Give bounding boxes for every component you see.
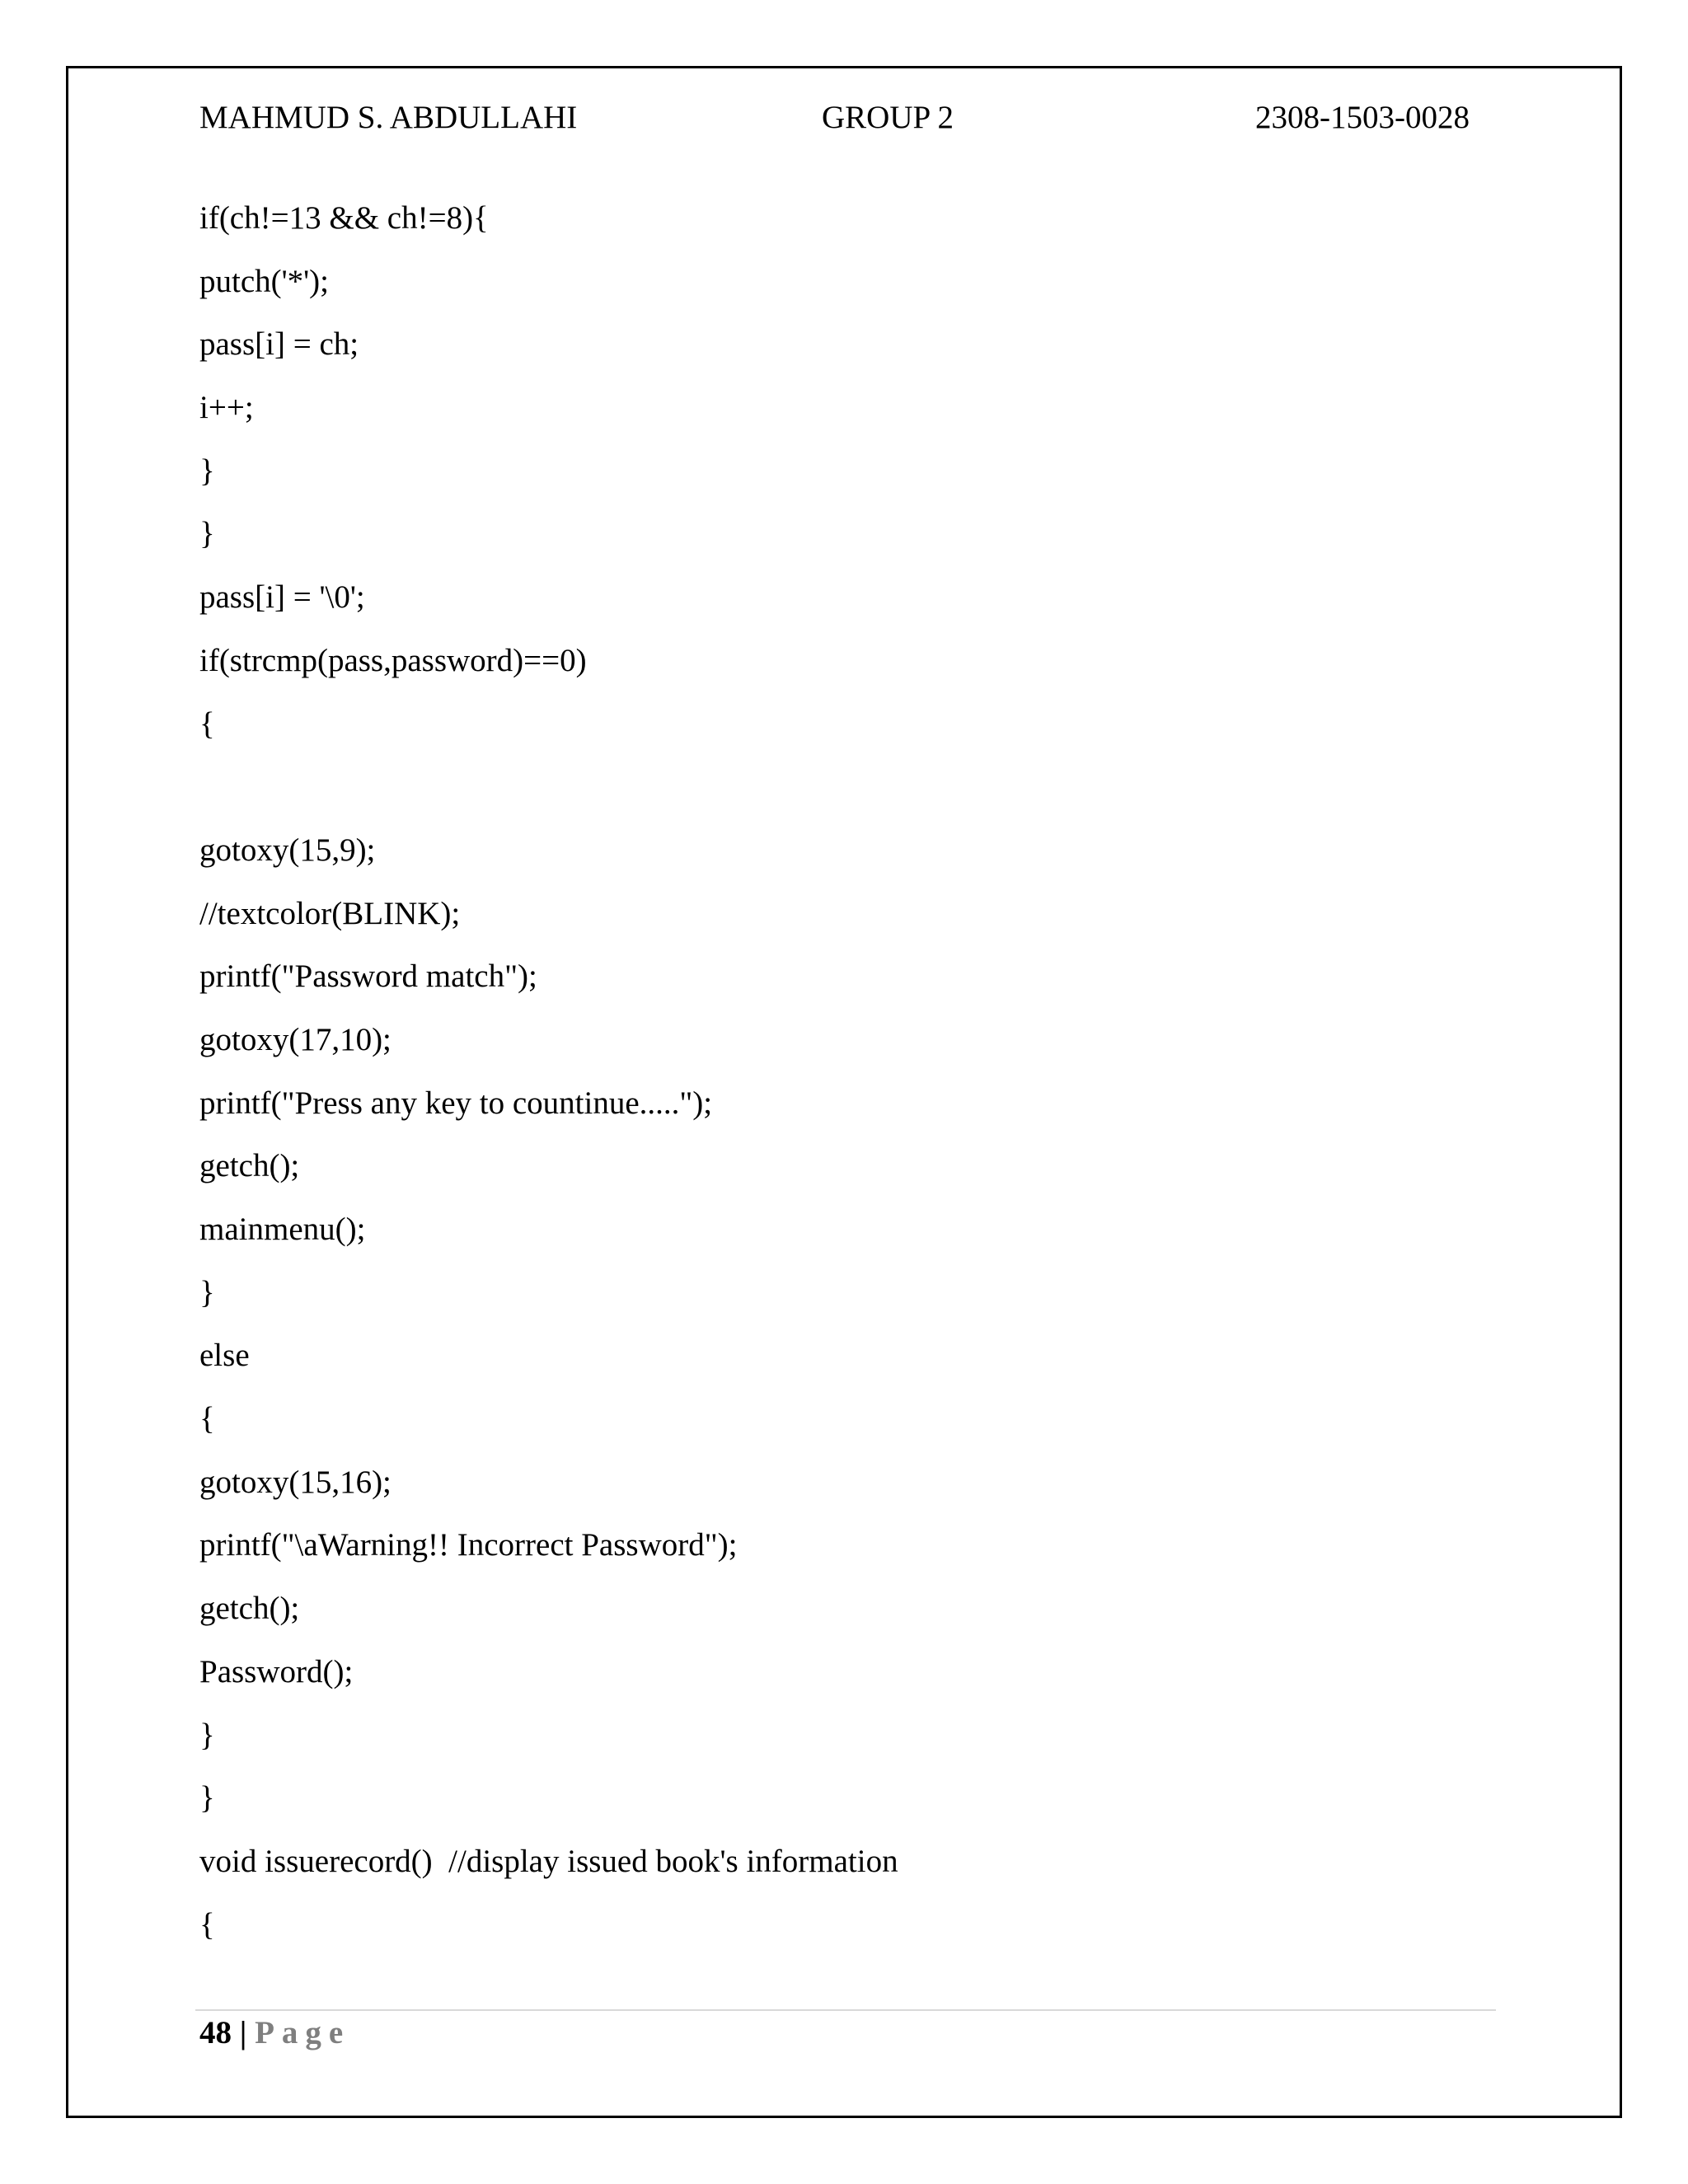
code-line: mainmenu(); (199, 1212, 366, 1247)
code-line: gotoxy(17,10); (199, 1021, 392, 1057)
code-line: gotoxy(15,9); (199, 832, 376, 868)
header-group: GROUP 2 (822, 100, 954, 135)
code-line: void issuerecord() //display issued book's information (199, 1843, 898, 1879)
code-line: getch(); (199, 1591, 300, 1627)
code-line: gotoxy(15,16); (199, 1464, 392, 1500)
page-number: 48 (199, 2015, 232, 2050)
code-line: printf("Password match"); (199, 958, 537, 995)
code-line: if(strcmp(pass,password)==0) (199, 642, 587, 678)
footer-divider (195, 2009, 1496, 2011)
code-line: } (199, 452, 215, 489)
code-line: pass[i] = '\0'; (199, 579, 365, 616)
page-header (199, 97, 1470, 138)
code-line: } (199, 1780, 215, 1816)
code-line: } (199, 516, 215, 552)
code-line: if(ch!=13 && ch!=8){ (199, 200, 489, 236)
code-line: pass[i] = ch; (199, 326, 359, 363)
code-line: } (199, 1717, 215, 1753)
page-footer (199, 2013, 350, 2054)
page-label: Page (255, 2015, 351, 2050)
code-line: putch('*'); (199, 263, 330, 299)
code-listing (199, 198, 898, 1967)
code-line-blank (199, 766, 898, 830)
header-author-name: MAHMUD S. ABDULLAHI (199, 100, 578, 135)
footer-separator: | (232, 2015, 256, 2050)
code-line: printf("Press any key to countinue....."); (199, 1085, 713, 1121)
code-line: { (199, 1906, 215, 1943)
code-line: getch(); (199, 1148, 300, 1184)
code-line: i++; (199, 390, 254, 426)
header-student-id: 2308-1503-0028 (1255, 100, 1470, 135)
code-line: { (199, 705, 215, 742)
code-line: Password(); (199, 1653, 354, 1690)
code-line: //textcolor(BLINK); (199, 895, 461, 931)
code-line: } (199, 1274, 215, 1310)
code-line: else (199, 1338, 250, 1374)
code-line: { (199, 1401, 215, 1437)
code-line: printf("\aWarning!! Incorrect Password"); (199, 1527, 738, 1563)
